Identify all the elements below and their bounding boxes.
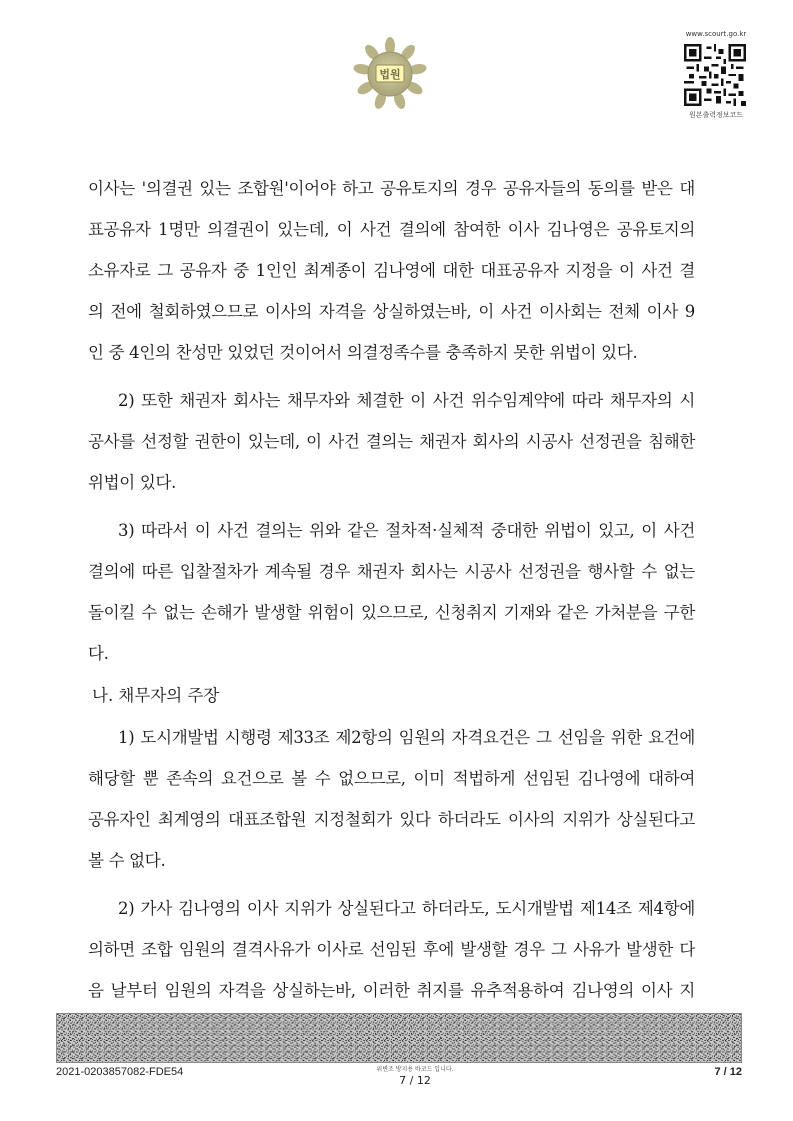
text-line: 1) 도시개발법 시행령 제33조 제2항의 임원의 자격요건은 그 선임을 위한 요건에 <box>118 728 695 747</box>
text-line: 해당할 뿐 존속의 요건으로 볼 수 없으므로, 이미 적법하게 선임된 김나영에 대하여 <box>88 769 695 788</box>
qr-caption: 원본출력정보코드 <box>688 111 744 119</box>
text-line: 공유자인 최계영의 대표조합원 지정철회가 있다 하더라도 이사의 지위가 상실된다고 <box>88 810 695 829</box>
page-number: 7 / 12 <box>714 1066 742 1078</box>
text-line: 2) 가사 김나영의 이사 지위가 상실된다고 하더라도, 도시개발법 제14조 제4항에 <box>118 899 695 918</box>
text-line: 소유자로 그 공유자 중 1인인 최계종이 김나영에 대한 대표공유자 지정을 이 사건 결 <box>88 261 695 280</box>
text-line: 의 전에 철회하였으므로 이사의 자격을 상실하였는바, 이 사건 이사회는 전체 이사 9 <box>88 302 695 321</box>
qr-url: www.scourt.go.kr <box>685 30 747 38</box>
section-heading: 나. 채무자의 주장 <box>92 686 220 705</box>
qr-code-icon <box>684 44 746 106</box>
text-line: 볼 수 없다. <box>88 851 166 870</box>
text-line: 2) 또한 채권자 회사는 채무자와 체결한 이 사건 위수임계약에 따라 채무자의 시 <box>118 391 695 410</box>
text-line: 돌이킬 수 없는 손해가 발생할 위험이 있으므로, 신청취지 기재와 같은 가처분을 구한 <box>88 603 695 622</box>
center-page-number: 7 / 12 <box>399 1074 431 1087</box>
text-line: 다. <box>88 644 109 663</box>
text-line: 의하면 조합 임원의 결격사유가 이사로 선임된 후에 발생할 경우 그 사유가 발생한 다 <box>88 940 695 959</box>
court-emblem-logo <box>352 36 428 112</box>
text-line: 위법이 있다. <box>88 473 177 492</box>
text-line: 음 날부터 임원의 자격을 상실하는바, 이러한 취지를 유추적용하여 김나영의 이사 지 <box>88 981 695 1000</box>
text-line: 표공유자 1명만 의결권이 있는데, 이 사건 결의에 참여한 이사 김나영은 공유토지의 <box>88 220 695 239</box>
document-id: 2021-0203857082-FDE54 <box>56 1066 184 1078</box>
text-line: 인 중 4인의 찬성만 있었던 것이어서 의결정족수를 충족하지 못한 위법이 있다. <box>88 343 638 362</box>
text-line: 공사를 선정할 권한이 있는데, 이 사건 결의는 채권자 회사의 시공사 선정권을 침해한 <box>88 432 695 451</box>
anti-forgery-barcode <box>56 1013 742 1063</box>
svg-text:법원: 법원 <box>379 68 401 81</box>
text-line: 3) 따라서 이 사건 결의는 위와 같은 절차적·실체적 중대한 위법이 있고, 이 사건 <box>118 521 695 540</box>
text-line: 이사는 '의결권 있는 조합원'이어야 하고 공유토지의 경우 공유자들의 동의를 받은 대 <box>88 179 695 198</box>
document-body <box>88 168 695 1052</box>
barcode-note: 위변조 방지용 바코드 입니다. <box>376 1066 454 1073</box>
text-line: 결의에 따른 입찰절차가 계속될 경우 채권자 회사는 시공사 선정권을 행사할 수 없는 <box>88 562 695 581</box>
footer-center <box>360 1064 470 1087</box>
